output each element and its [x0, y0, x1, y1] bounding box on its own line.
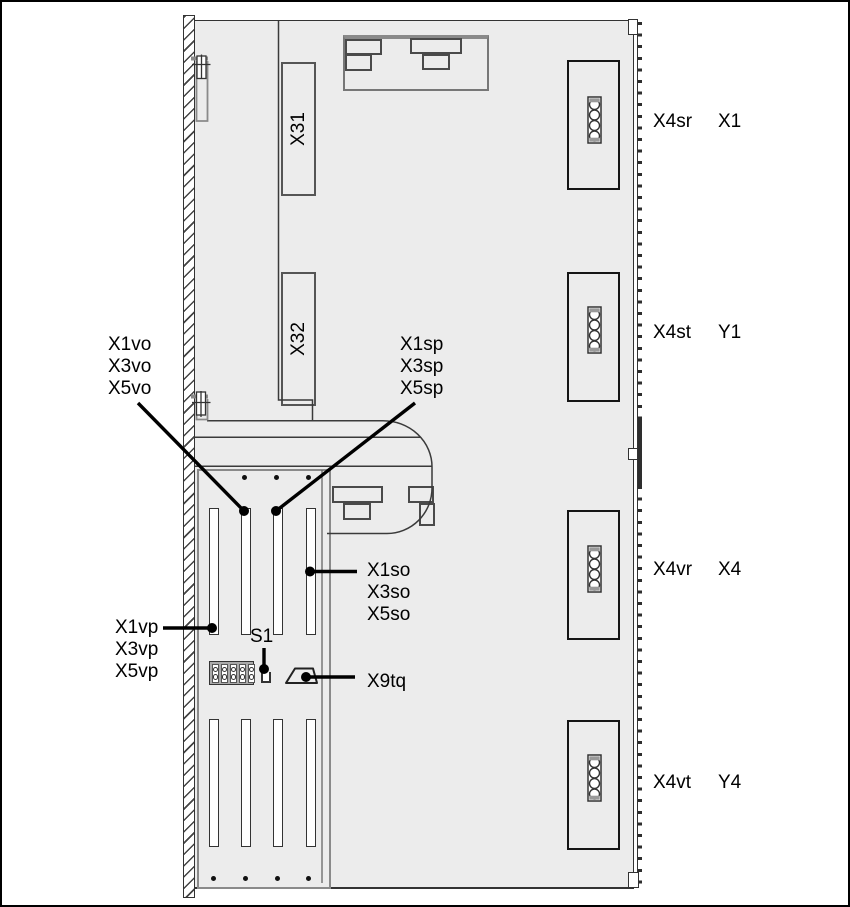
- edge-connector-label: X4sr: [653, 111, 693, 132]
- label-line: X5so: [367, 604, 411, 625]
- edge-connector-x4vr: [567, 510, 620, 640]
- dip-switch-cell: [212, 664, 220, 683]
- dip-pin-icon: [231, 674, 237, 680]
- label-line: X5sp: [400, 378, 444, 399]
- label-line: X3vp: [115, 639, 159, 660]
- label-group-so: [367, 560, 410, 626]
- dip-switch: [209, 661, 254, 685]
- connector-x32-label: X32: [287, 322, 309, 356]
- edge-connector-label: X4vt: [653, 772, 692, 793]
- card-slot: [209, 719, 219, 847]
- dip-pin-icon: [240, 667, 246, 673]
- card-slot: [241, 508, 251, 635]
- label-line: X1vp: [115, 617, 159, 638]
- connector-x31: [281, 62, 316, 196]
- edge-label-row: [653, 559, 783, 581]
- board-dot: [211, 876, 216, 881]
- edge-axis-label: X1: [718, 111, 742, 132]
- edge-bracket-bottom: [628, 872, 639, 888]
- edge-connector-label: X4st: [653, 322, 692, 343]
- card-slot: [241, 719, 251, 847]
- component-rect: [410, 38, 462, 54]
- connector-x32: [281, 272, 316, 406]
- component-rect: [408, 486, 434, 503]
- board-dot: [306, 876, 311, 881]
- component-rect: [419, 503, 435, 526]
- dip-switch-cell: [239, 664, 247, 683]
- dip-pin-icon: [240, 674, 246, 680]
- edge-axis-label: X4: [718, 559, 742, 580]
- dip-switch-cell: [248, 664, 256, 683]
- dip-pin-icon: [249, 667, 255, 673]
- label-line: X5vp: [115, 661, 159, 682]
- dip-pin-icon: [231, 667, 237, 673]
- board-dot: [274, 475, 279, 480]
- dip-pin-icon: [222, 667, 228, 673]
- edge-label-row: [653, 322, 783, 344]
- dip-pin-icon: [249, 674, 255, 680]
- card-slot: [209, 508, 219, 635]
- label-line: X3so: [367, 582, 411, 603]
- dip-switch-cell: [221, 664, 229, 683]
- label-line: X1sp: [400, 334, 444, 355]
- card-slot: [273, 508, 283, 635]
- edge-axis-label: Y1: [718, 322, 742, 343]
- component-rect: [345, 39, 382, 55]
- dip-pin-icon: [213, 674, 219, 680]
- mounting-rail-hatched: [183, 15, 195, 898]
- label-group-vo: [108, 334, 151, 400]
- connector-x31-label: X31: [287, 112, 309, 146]
- dip-pin-icon: [213, 667, 219, 673]
- dip-pin-icon: [222, 674, 228, 680]
- component-rect: [332, 486, 383, 503]
- board-dot: [275, 876, 280, 881]
- edge-bracket-top: [628, 19, 638, 35]
- edge-bracket-middle: [628, 448, 638, 460]
- component-rect: [343, 503, 371, 520]
- x9tq-label: X9tq: [367, 671, 407, 692]
- board-dot: [242, 475, 247, 480]
- label-line: X5vo: [108, 378, 152, 399]
- edge-connector-label: X4vr: [653, 559, 693, 580]
- card-slot: [273, 719, 283, 847]
- board-dot: [306, 475, 311, 480]
- label-line: X3vo: [108, 356, 152, 377]
- edge-connector-x4sr: [567, 60, 620, 190]
- card-slot: [306, 719, 316, 847]
- edge-axis-label: Y4: [718, 772, 742, 793]
- label-group-vp: [115, 617, 158, 683]
- edge-label-row: [653, 772, 783, 794]
- label-line: X1so: [367, 560, 411, 581]
- label-line: X3sp: [400, 356, 444, 377]
- dip-switch-cell: [230, 664, 238, 683]
- label-line: X1vo: [108, 334, 152, 355]
- s1-label: S1: [250, 626, 274, 647]
- edge-connector-x4st: [567, 272, 620, 402]
- s1-switch-body: [261, 672, 272, 683]
- card-slot: [306, 508, 316, 635]
- edge-label-row: [653, 111, 783, 133]
- component-rect: [345, 54, 372, 71]
- rail-clip-bar: [638, 417, 642, 488]
- board-dot: [243, 876, 248, 881]
- component-rect: [422, 54, 450, 70]
- label-group-sp: [400, 334, 443, 400]
- edge-connector-x4vt: [567, 720, 620, 850]
